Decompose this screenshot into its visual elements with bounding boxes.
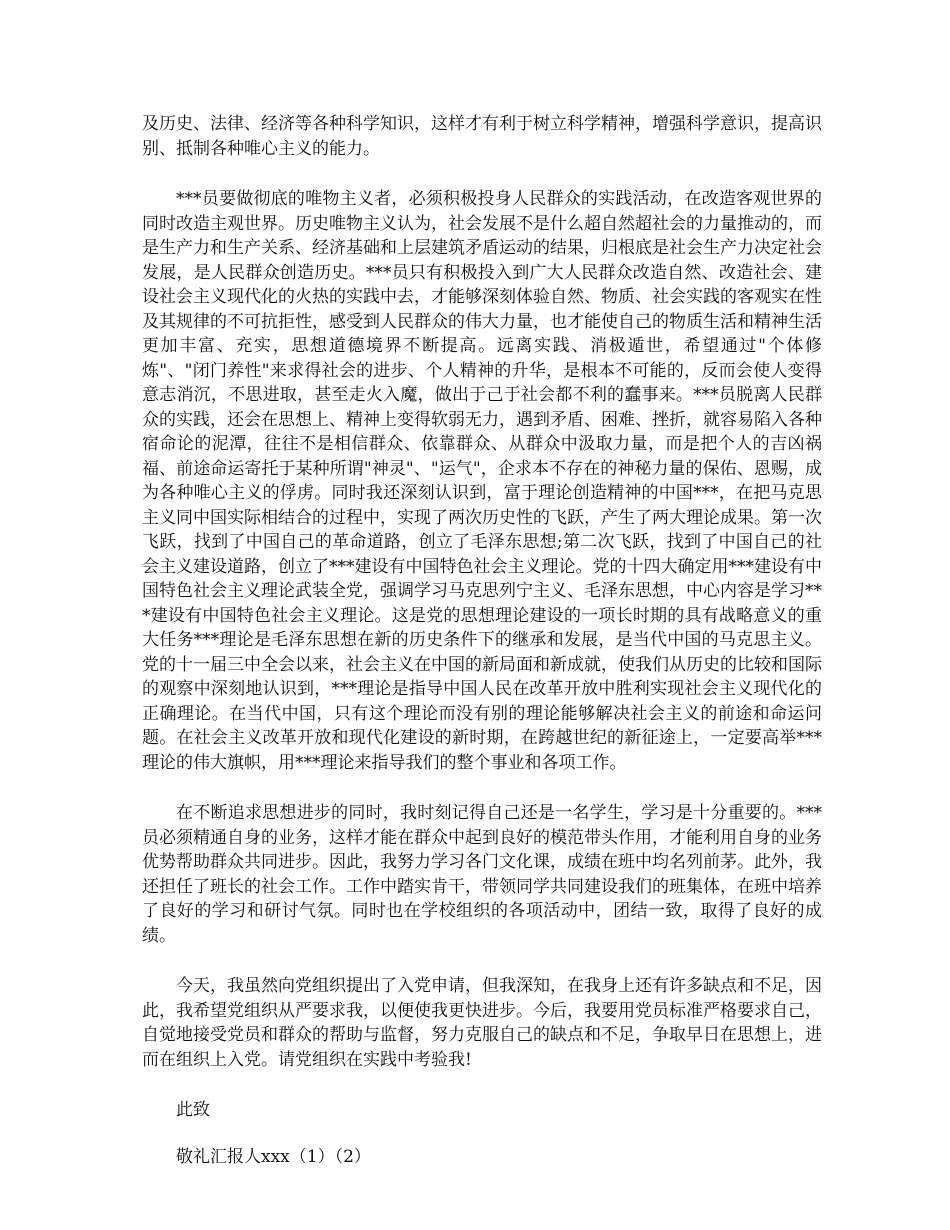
closing-signature: 敬礼汇报人xxx（1）（2）	[176, 1146, 371, 1167]
document-page	[142, 112, 822, 1191]
paragraph-2: ***员要做彻底的唯物主义者，必须积极投身人民群众的实践活动，在改造客观世界的同时改造主观世界。历史唯物主义认为，社会发展不是什么超自然超社会的力量推动的，而是生产力和生产关系、经济基础和上层建筑矛盾运动的结果，归根底是社会生产力决定社会发展，是人民群众创造历史。***员只有积极投入到广大人民群众改造自然、改造社会、建设社会主义现代化的火热的实践中去，才能够深刻体验自然、物质、社会实践的客观实在性及其规律的不可抗拒性，感受到人民群众的伟大力量，也才能使自己的物质生活和精神生活更加丰富、充实，思想道德境界不断提高。远离实践、消极遁世，希望通过"个体修炼"、"闭门养性"来求得社会的进步、个人精神的升华，是根本不可能的，反而会使人变得意志消沉，不思进取，甚至走火入魔，做出于己于社会都不利的蠢事来。***员脱离人民群众的实践，还会在思想上、精神上变得软弱无力，遇到矛盾、困难、挫折，就容易陷入各种宿命论的泥潭，往往不是相信群众、依靠群众、从群众中汲取力量，而是把个人的吉凶祸福、前途命运寄托于某种所谓"神灵"、"运气"，企求本不存在的神秘力量的保佑、恩赐，成为各种唯心主义的俘虏。同时我还深刻认识到，富于理论创造精神的中国***，在把马克思主义同中国实际相结合的过程中，实现了两次历史性的飞跃，产生了两大理论成果。第一次飞跃，找到了中国自己的革命道路，创立了毛泽东思想;第二次飞跃，找到了中国自己的社会主义建设道路，创立了***建设有中国特色社会主义理论。党的十四大确定用***建设有中国特色社会主义理论武装全党，强调学习马克思列宁主义、毛泽东思想，中心内容是学习***建设有中国特色社会主义理论。这是党的思想理论建设的一项长时期的具有战略意义的重大任务***理论是毛泽东思想在新的历史条件下的继承和发展，是当代中国的马克思主义。党的十一届三中全会以来，社会主义在中国的新局面和新成就，使我们从历史的比较和国际的观察中深刻地认识到，***理论是指导中国人民在改革开放中胜利实现社会主义现代化的正确理论。在当代中国，只有这个理论而没有别的理论能够解决社会主义的前途和命运问题。在社会主义改革开放和现代化建设的新时期，在跨越世纪的新征途上，一定要高举***理论的伟大旗帜，用***理论来指导我们的整个事业和各项工作。	[142, 189, 822, 773]
closing-salutation: 此致	[176, 1100, 210, 1120]
paragraph-3: 在不断追求思想进步的同时，我时刻记得自己还是一名学生，学习是十分重要的。***员必须精通自身的业务，这样才能在群众中起到良好的模范带头作用，才能利用自身的业务优势帮助群众共同进步。因此，我努力学习各门文化课，成绩在班中均名列前茅。此外，我还担任了班长的社会工作。工作中踏实肯干，带领同学共同建设我们的班集体，在班中培养了良好的学习和研讨气氛。同时也在学校组织的各项活动中，团结一致，取得了良好的成绩。	[142, 803, 822, 946]
paragraph-1: 及历史、法律、经济等各种科学知识，这样才有利于树立科学精神，增强科学意识，提高识别、抵制各种唯心主义的能力。	[142, 114, 822, 159]
paragraph-4: 今天，我虽然向党组织提出了入党申请，但我深知，在我身上还有许多缺点和不足，因此，我希望党组织从严要求我，以便使我更快进步。今后，我要用党员标准严格要求自己，自觉地接受党员和群众的帮助与监督，努力克服自己的缺点和不足，争取早日在思想上，进而在组织上入党。请党组织在实践中考验我!	[142, 976, 822, 1070]
